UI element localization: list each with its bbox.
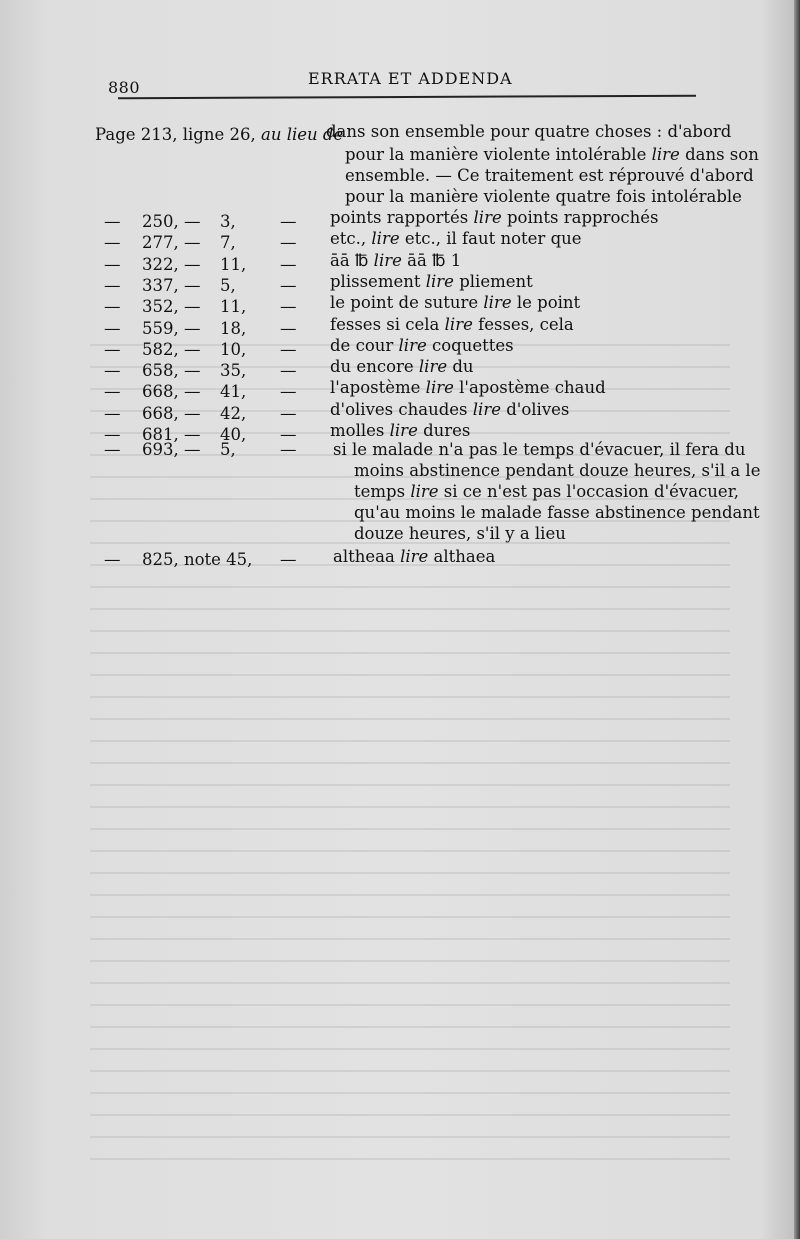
long-entry-line-3: temps lire si ce n'est pas l'occasion d'évacuer, [354,482,740,501]
page-header [108,66,698,96]
page-number: 880 [108,78,141,97]
entry-correction: plissement lire pliement [330,271,533,291]
long-entry-line-2: moins abstinence pendant douze heures, s'il a le [354,461,761,480]
errata-entry-693: — 693, — 5, — si le malade n'a pas le temps d'évacuer, il fera du moins abstinence pendant douze heures, s'il a le temps lire si ce n'est pas l'occasion d'évacuer, qu'au moins le malade fasse abstinence pendant douze heures, s'il y a lieu [104,440,761,543]
entry-correction: altheaa lire althaea [333,547,496,566]
entry-correction: l'apostème lire l'apostème chaud [330,378,606,398]
document-page: 880 ERRATA ET ADDENDA Page 213, ligne 26, au lieu de dans son ensemble pour quatre choses : d'abord pour la manière violente intolérable lire dans son ensemble. — Ce traitement est réprouvé d'abord pour la manière violente quatre fois intolérable — 250, — 3, — points rapportés lire points rapprochés — 277, — 7, — etc., lire etc., il faut noter que — 322, — 11, — āā ℔ lire āā ℔ 1 — 337, — 5, — plissement lire pliement — 352, — 11, — le point de suture lire le point — 559, — 18, — fesses si cela lire fesses, cela — 582, — 10, — de cour lire coquettes — 658, — 35, — du encore lire du — 668, — 41, — l'apostème lire l'apostème chaud — 668, — 42, — d'olives chaudes lire d'olives — 681, — 40, — molles lire dures — 693, — 5, — si le malade n'a pas le temps d'évacuer, il fera du moins abstinence pendant douze heures, s'il a le temps lire si ce n'est pas l'occasion d'évacuer, qu'au moins le malade fasse abstinence pendant douze heures, s'il y a lieu — 825, note 45, — altheaa lire althaea [0,0,800,1239]
entry-correction: le point de suture lire le point [330,293,581,313]
au-lieu-de-marker: au lieu de [261,125,344,144]
entry-correction: d'olives chaudes lire d'olives [330,399,570,419]
entry-correction: molles lire dures [330,421,471,440]
entry-correction: de cour lire coquettes [330,335,514,355]
first-entry-line-3: ensemble. — Ce traitement est réprouvé d'abord [345,166,754,185]
running-title: ERRATA ET ADDENDA [308,69,513,88]
entry-correction: etc., lire etc., il faut noter que [330,229,582,249]
long-entry-line-5: douze heures, s'il y a lieu [354,524,566,543]
entry-correction: āā ℔ lire āā ℔ 1 [330,250,462,270]
entry-correction: points rapportés lire points rapprochés [330,208,659,227]
entry-correction: du encore lire du [330,357,474,377]
first-entry-line-1: dans son ensemble pour quatre choses : d'abord [326,122,732,141]
first-entry-reference: Page 213, ligne 26, au lieu de [95,125,344,144]
long-entry-line-4: qu'au moins le malade fasse abstinence pendant [354,503,760,522]
first-entry-line-2: pour la manière violente intolérable lire dans son [345,145,759,164]
entry-correction: fesses si cela lire fesses, cela [330,314,574,334]
first-entry-line-4: pour la manière violente quatre fois intolérable [345,187,742,206]
book-spine-shadow [794,0,800,1239]
long-entry-line-1: si le malade n'a pas le temps d'évacuer, il fera du [333,440,746,459]
